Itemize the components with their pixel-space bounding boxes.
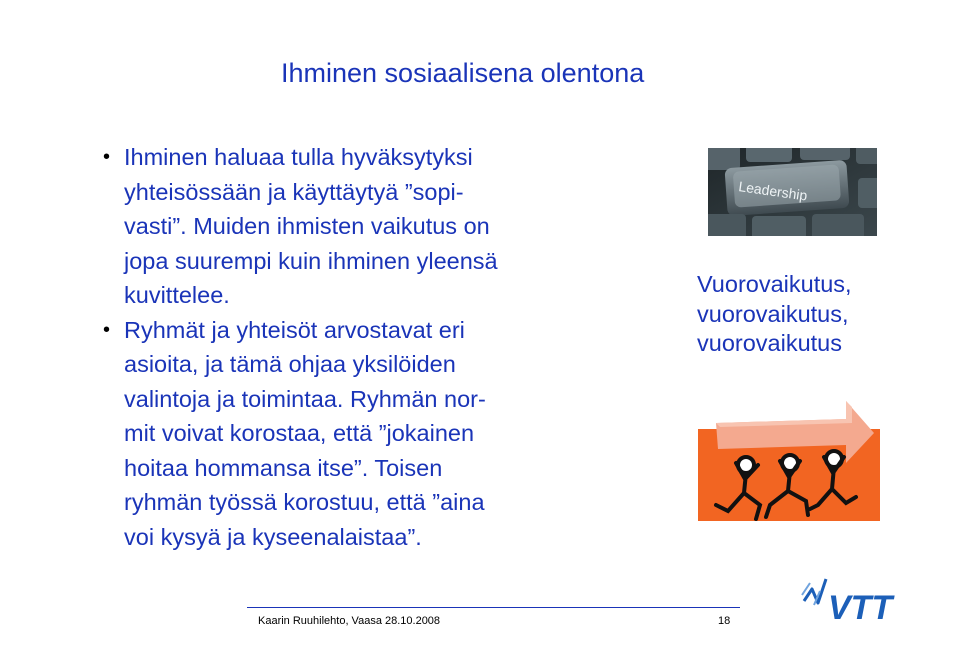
footer-author-date: Kaarin Ruuhilehto, Vaasa 28.10.2008 [258,615,441,627]
key-label: Leadership [737,178,809,204]
interaction-text: Vuorovaikutus, vuorovaikutus, vuorovaikutus [697,271,852,356]
page-number: 18 [718,615,731,627]
vtt-logo-icon [798,575,916,623]
bullet-text: Ihminen haluaa tulla hyväksytyksi yhteisössään ja käyttäytyä ”sopi- vasti”. Muiden ihmisten vaikutus on jopa suurempi kuin ihminen yleensä kuvittelee. [124,144,498,308]
bullet-marker: • [103,146,111,168]
bullet-text: Ryhmät ja yhteisöt arvostavat eri asioita, ja tämä ohjaa yksilöiden valintoja ja toimintaa. Ryhmän nor- mit voivat korostaa, että ”jokainen hoitaa hommansa itse”. Toisen ryhmän työssä korostuu, että ”aina voi kysyä ja kyseenalaistaa”. [124,316,486,550]
logo-text: VTT [828,589,893,623]
leadership-keyboard-photo [708,148,877,236]
people-carrying-arrow-image [696,393,886,523]
bullet-item [103,140,603,313]
bullet-marker: • [103,318,111,341]
vtt-logo [798,575,916,623]
bullet-item [103,313,603,555]
slide-title: Ihminen sosiaalisena olentona [281,58,645,88]
footer-divider [247,607,740,608]
keyboard-image [708,148,877,236]
teamwork-illustration [696,393,886,523]
bullet-list [103,140,603,554]
